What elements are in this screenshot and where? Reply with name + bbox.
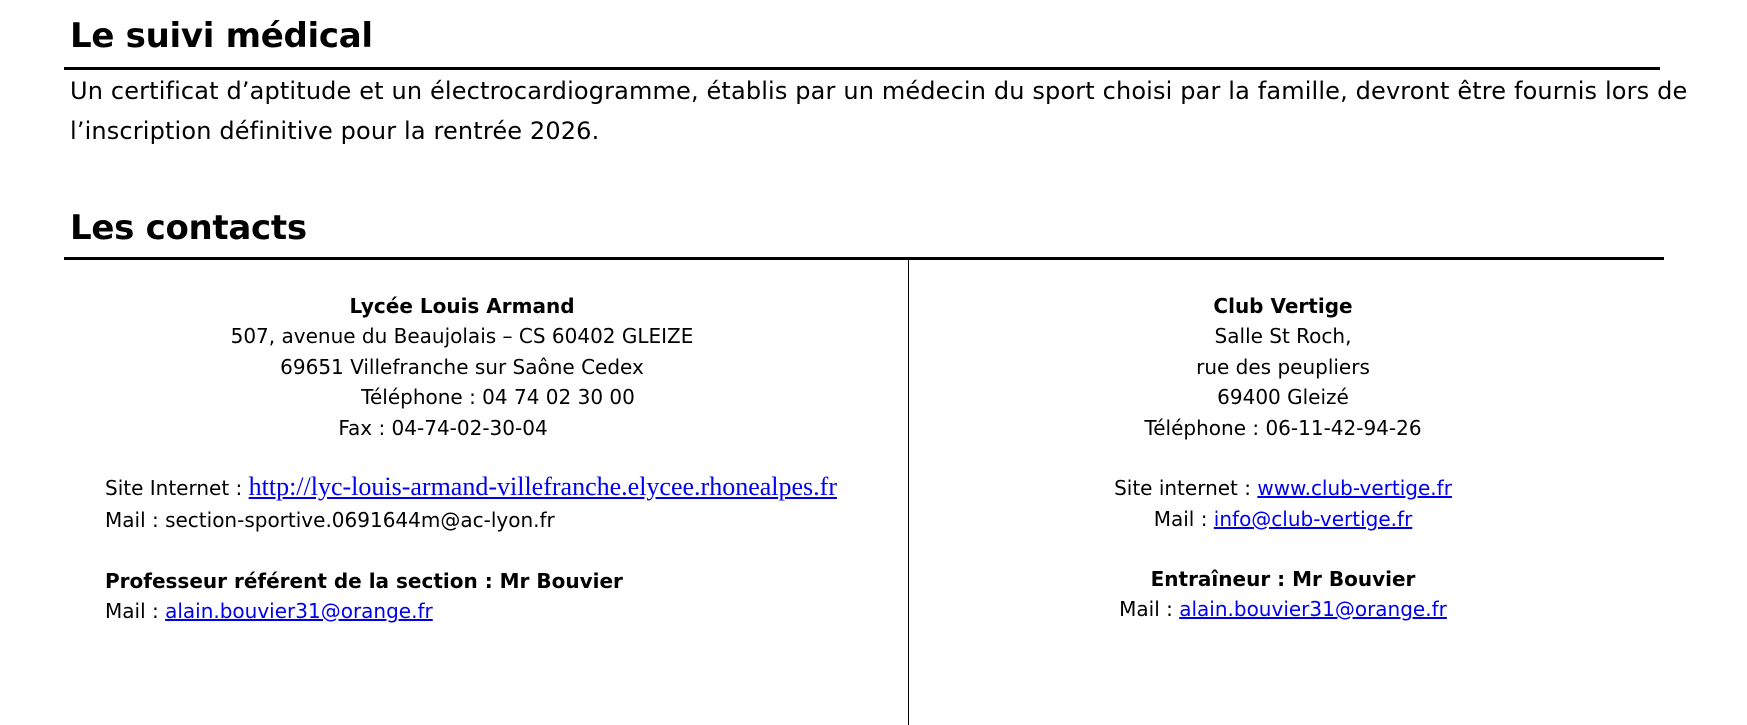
club-site-label: Site internet : <box>1114 476 1258 500</box>
club-coach-mail-label: Mail : <box>1119 597 1180 621</box>
club-address-line1: Salle St Roch, <box>1214 324 1352 348</box>
club-address-line3: 69400 Gleizé <box>1217 385 1349 409</box>
club-mail-link[interactable]: info@club-vertige.fr <box>1213 507 1413 531</box>
contacts-column-divider <box>908 260 909 725</box>
club-site-row <box>1114 475 1452 501</box>
club-address-line2: rue des peupliers <box>1196 355 1370 379</box>
lycee-fax: Fax : 04-74-02-30-04 <box>338 416 548 440</box>
contacts-title-rule <box>64 257 1664 260</box>
medical-title-rule <box>64 67 1660 70</box>
lycee-name: Lycée Louis Armand <box>349 294 575 318</box>
lycee-site-row <box>105 474 837 501</box>
club-site-link[interactable]: www.club-vertige.fr <box>1257 476 1452 500</box>
lycee-site-link[interactable]: http://lyc-louis-armand-villefranche.elycee.rhonealpes.fr <box>248 472 837 501</box>
lycee-mail: Mail : section-sportive.0691644m@ac-lyon.fr <box>105 508 555 532</box>
lycee-referent: Professeur référent de la section : Mr Bouvier <box>105 569 623 593</box>
lycee-referent-mail-row <box>105 598 433 624</box>
club-phone: Téléphone : 06-11-42-94-26 <box>1144 416 1422 440</box>
lycee-referent-mail-link[interactable]: alain.bouvier31@orange.fr <box>165 599 433 623</box>
club-name: Club Vertige <box>1213 294 1353 318</box>
lycee-address-line2: 69651 Villefranche sur Saône Cedex <box>280 355 644 379</box>
club-coach: Entraîneur : Mr Bouvier <box>1150 567 1416 591</box>
lycee-site-label: Site Internet : <box>105 476 249 500</box>
lycee-referent-mail-label: Mail : <box>105 599 166 623</box>
lycee-phone: Téléphone : 04 74 02 30 00 <box>361 385 635 409</box>
medical-paragraph: Un certificat d’aptitude et un électrocardiogramme, établis par un médecin du sport choisi par la famille, devront être fournis lors de l’inscription définitive pour la rentrée 2026. <box>70 77 1688 145</box>
club-coach-mail-row <box>1119 596 1447 622</box>
medical-section-title: Le suivi médical <box>70 16 373 56</box>
club-mail-label: Mail : <box>1153 507 1214 531</box>
contacts-section-title: Les contacts <box>70 208 307 248</box>
lycee-address-line1: 507, avenue du Beaujolais – CS 60402 GLEIZE <box>230 324 694 348</box>
club-mail-row <box>1154 506 1413 532</box>
club-coach-mail-link[interactable]: alain.bouvier31@orange.fr <box>1179 597 1447 621</box>
